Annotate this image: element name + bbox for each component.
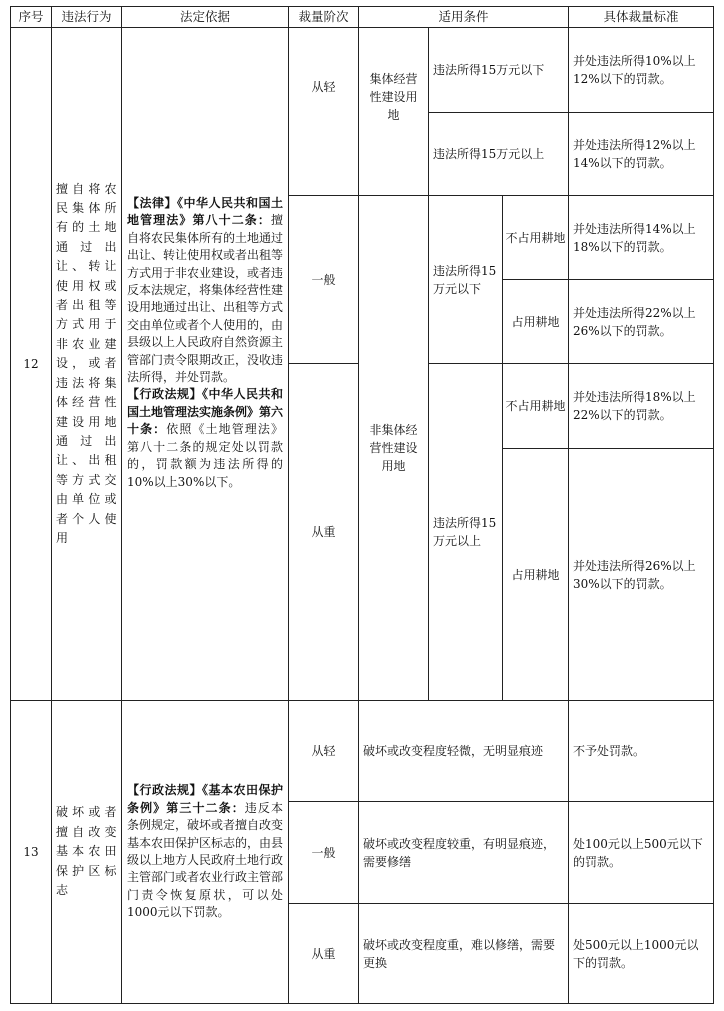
row12-standard-3: 并处违法所得14%以上18%以下的罚款。 [573,221,696,254]
row12-not-farmland-1: 不占用耕地 [505,230,566,245]
row12-regulation-citation: 【行政法规】《中华人民共和国土地管理法实施条例》第六十条： [127,387,284,437]
row13-standard-heavy: 处500元以上1000元以下的罚款。 [573,937,699,970]
row12-land-collective: 集体经营性建设用地 [369,71,418,122]
table-border-right [713,6,714,1004]
row13-violation [52,701,121,1003]
row12-not-farmland-2: 不占用耕地 [505,399,566,413]
row12-standard-5: 并处违法所得18%以上22%以下的罚款。 [573,390,696,422]
row12-condition-a: 违法所得15万元以下 [433,63,545,77]
row12-seq: 12 [23,357,39,371]
header-seq: 序号 [18,9,44,24]
row12-standard-6: 并处违法所得26%以上30%以下的罚款。 [573,558,696,591]
row13-level-heavy: 从重 [311,946,336,961]
row12-standard-1: 并处违法所得10%以上12%以下的罚款。 [573,54,696,86]
row13-level-light: 从轻 [311,744,336,758]
row13-violation-text: 破坏或者擅自改变基本农田保护区标志 [56,805,117,898]
row12-level-general: 一般 [311,272,336,287]
header-condition: 适用条件 [438,9,489,24]
row13-condition-light: 破坏或改变程度轻微，无明显痕迹 [363,744,544,758]
row13-standard-light: 不予处罚款。 [573,744,646,758]
row13-standard-general: 处100元以上500元以下的罚款。 [573,836,703,869]
row12-violation-text: 擅自将农民集体所有的土地通过出让、转让使用权或者出租等方式用于非农业建设，或者违法将集体经营性建设用地通过出让、出租等方式交由单位或者个人使用 [56,181,117,545]
row13-seq: 13 [23,845,39,859]
row12-legal-basis [122,195,288,491]
row13-condition-heavy: 破坏或改变程度重，难以修缮，需要更换 [363,937,556,970]
row13-regulation-citation: 【行政法规】《基本农田保护条例》第三十二条： [127,783,283,815]
header-violation: 违法行为 [61,9,112,24]
row13-level-general: 一般 [311,845,336,860]
row13-condition-general: 破坏或改变程度较重，有明显痕迹，需要修缮 [363,836,556,869]
row12-law-citation: 【法律】《中华人民共和国土地管理法》第八十二条： [127,196,283,228]
row12-condition-c: 违法所得15万元以下 [433,263,497,296]
row12-regulation-text: 依照《土地管理法》第八十二条的规定处以罚款的，罚款额为违法所得的10%以上30%以下。 [127,422,283,489]
header-standard: 具体裁量标准 [603,9,679,24]
header-basis: 法定依据 [179,9,230,24]
row12-level-heavy: 从重 [311,525,336,539]
row12-standard-2: 并处违法所得12%以上14%以下的罚款。 [573,138,696,170]
header-level: 裁量阶次 [298,9,349,24]
row12-law-text: 擅自将农民集体所有的土地通过出让、转让使用权或者出租等方式用于非农业建设，或者违反本法规定，将集体经营性建设用地通过出让、出租等方式交由单位或者个人使用的，由县级以上人民政府自然资源主管部门责令限期改正，没收违法所得，并处罚款。 [127,213,284,385]
row12-farmland-2: 占用耕地 [511,567,560,582]
row13-regulation-text: 违反本条例规定，破坏或者擅自改变基本农田保护区标志的，由县级以上地方人民政府土地行政主管部门或者农业行政主管部门责令恢复原状，可以处1000元以下罚款。 [127,800,284,920]
table-border-bottom [10,1003,714,1004]
row12-standard-4: 并处违法所得22%以上26%以下的罚款。 [573,305,696,338]
row13-legal-basis [122,701,288,1003]
row13-basis-block [127,782,283,921]
row12-condition-b: 违法所得15万元以上 [433,147,545,161]
row12-condition-d: 违法所得15万元以上 [433,516,497,548]
row12-land-noncollective: 非集体经营性建设用地 [369,423,418,473]
row12-level-light: 从轻 [311,79,336,94]
row12-violation [52,28,121,700]
row12-farmland-1: 占用耕地 [511,314,560,329]
